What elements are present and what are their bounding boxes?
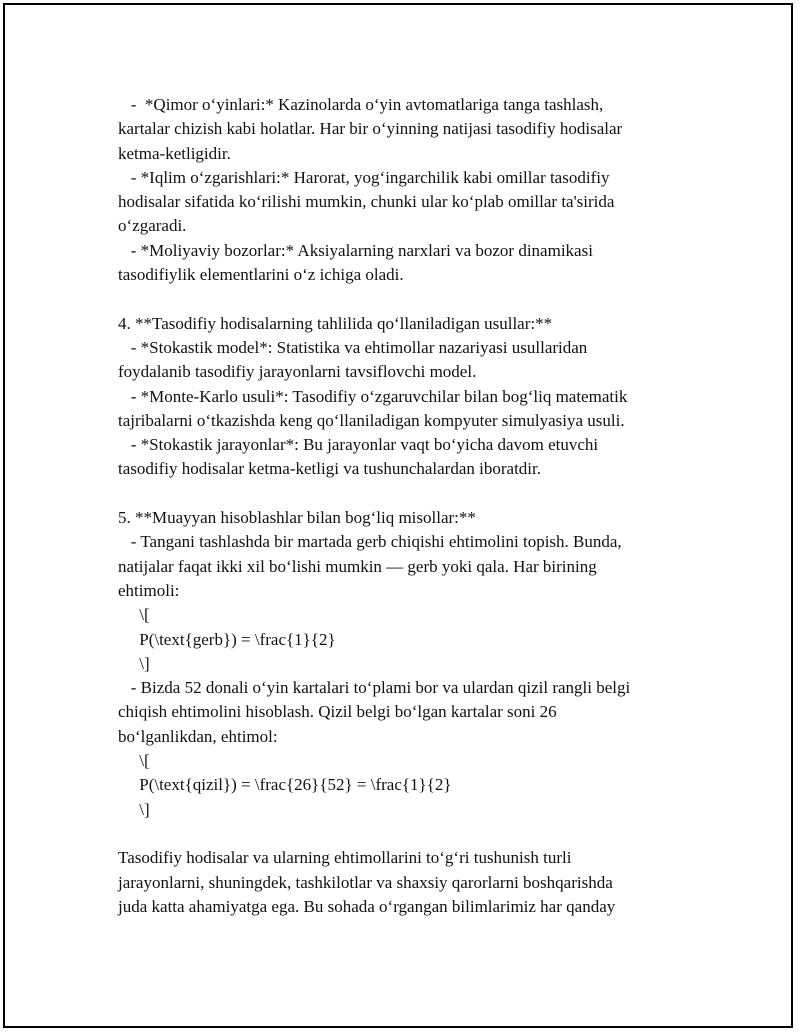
text-line: - Bizda 52 donali o‘yin kartalari to‘plami bor va ulardan qizil rangli belgi	[118, 678, 631, 698]
text-line: - *Iqlim o‘zgarishlari:* Harorat, yog‘ingarchilik kabi omillar tasodifiy	[118, 167, 610, 187]
text-line: tajribalarni o‘tkazishda keng qo‘llaniladigan kompyuter simulyasiya usuli.	[118, 410, 625, 430]
blank-line	[118, 482, 688, 506]
text-line: Tasodifiy hodisalar va ularning ehtimollarini to‘g‘ri tushunish turli	[118, 848, 572, 868]
text-line: P(\text{gerb}) = \frac{1}{2}	[118, 629, 336, 649]
text-line: - Tangani tashlashda bir martada gerb chiqishi ehtimolini topish. Bunda,	[118, 532, 622, 552]
text-line: natijalar faqat ikki xil bo‘lishi mumkin — gerb yoki qala. Har birining	[118, 556, 597, 576]
text-line: \]	[118, 653, 150, 673]
text-line: tasodifiylik elementlarini o‘z ichiga oladi.	[118, 265, 404, 285]
text-line: o‘zgaradi.	[118, 216, 187, 236]
text-line: foydalanib tasodifiy jarayonlarni tavsiflovchi model.	[118, 362, 477, 382]
text-line: hodisalar sifatida ko‘rilishi mumkin, chunki ular ko‘plab omillar ta'sirida	[118, 192, 615, 212]
text-line: - *Monte-Karlo usuli*: Tasodifiy o‘zgaruvchilar bilan bog‘liq matematik	[118, 386, 628, 406]
text-line: bo‘lganlikdan, ehtimol:	[118, 726, 278, 746]
blank-line	[118, 822, 688, 846]
document-body	[118, 93, 688, 919]
text-line: P(\text{qizil}) = \frac{26}{52} = \frac{1}{2}	[118, 775, 452, 795]
text-line: kartalar chizish kabi holatlar. Har bir o‘yinning natijasi tasodifiy hodisalar	[118, 119, 623, 139]
text-line: 4. **Tasodifiy hodisalarning tahlilida qo‘llaniladigan usullar:**	[118, 313, 553, 333]
text-line: tasodifiy hodisalar ketma-ketligi va tushunchalardan iboratdir.	[118, 459, 541, 479]
text-line: - *Stokastik model*: Statistika va ehtimollar nazariyasi usullaridan	[118, 337, 588, 357]
text-line: \[	[118, 751, 150, 771]
text-line: - *Qimor o‘yinlari:* Kazinolarda o‘yin avtomatlariga tanga tashlash,	[118, 95, 604, 114]
text-line: - *Moliyaviy bozorlar:* Aksiyalarning narxlari va bozor dinamikasi	[118, 240, 593, 260]
blank-line	[118, 287, 688, 311]
text-line: 5. **Muayyan hisoblashlar bilan bog‘liq misollar:**	[118, 508, 476, 528]
text-line: juda katta ahamiyatga ega. Bu sohada o‘rgangan bilimlarimiz har qanday	[118, 896, 616, 916]
text-line: ketma-ketligidir.	[118, 143, 231, 163]
text-line: jarayonlarni, shuningdek, tashkilotlar va shaxsiy qarorlarni boshqarishda	[118, 872, 613, 892]
text-line: ehtimoli:	[118, 580, 180, 600]
text-line: chiqish ehtimolini hisoblash. Qizil belgi bo‘lgan kartalar soni 26	[118, 702, 557, 722]
text-line: \]	[118, 799, 150, 819]
text-line: - *Stokastik jarayonlar*: Bu jarayonlar vaqt bo‘yicha davom etuvchi	[118, 435, 599, 455]
text-line: \[	[118, 605, 150, 625]
